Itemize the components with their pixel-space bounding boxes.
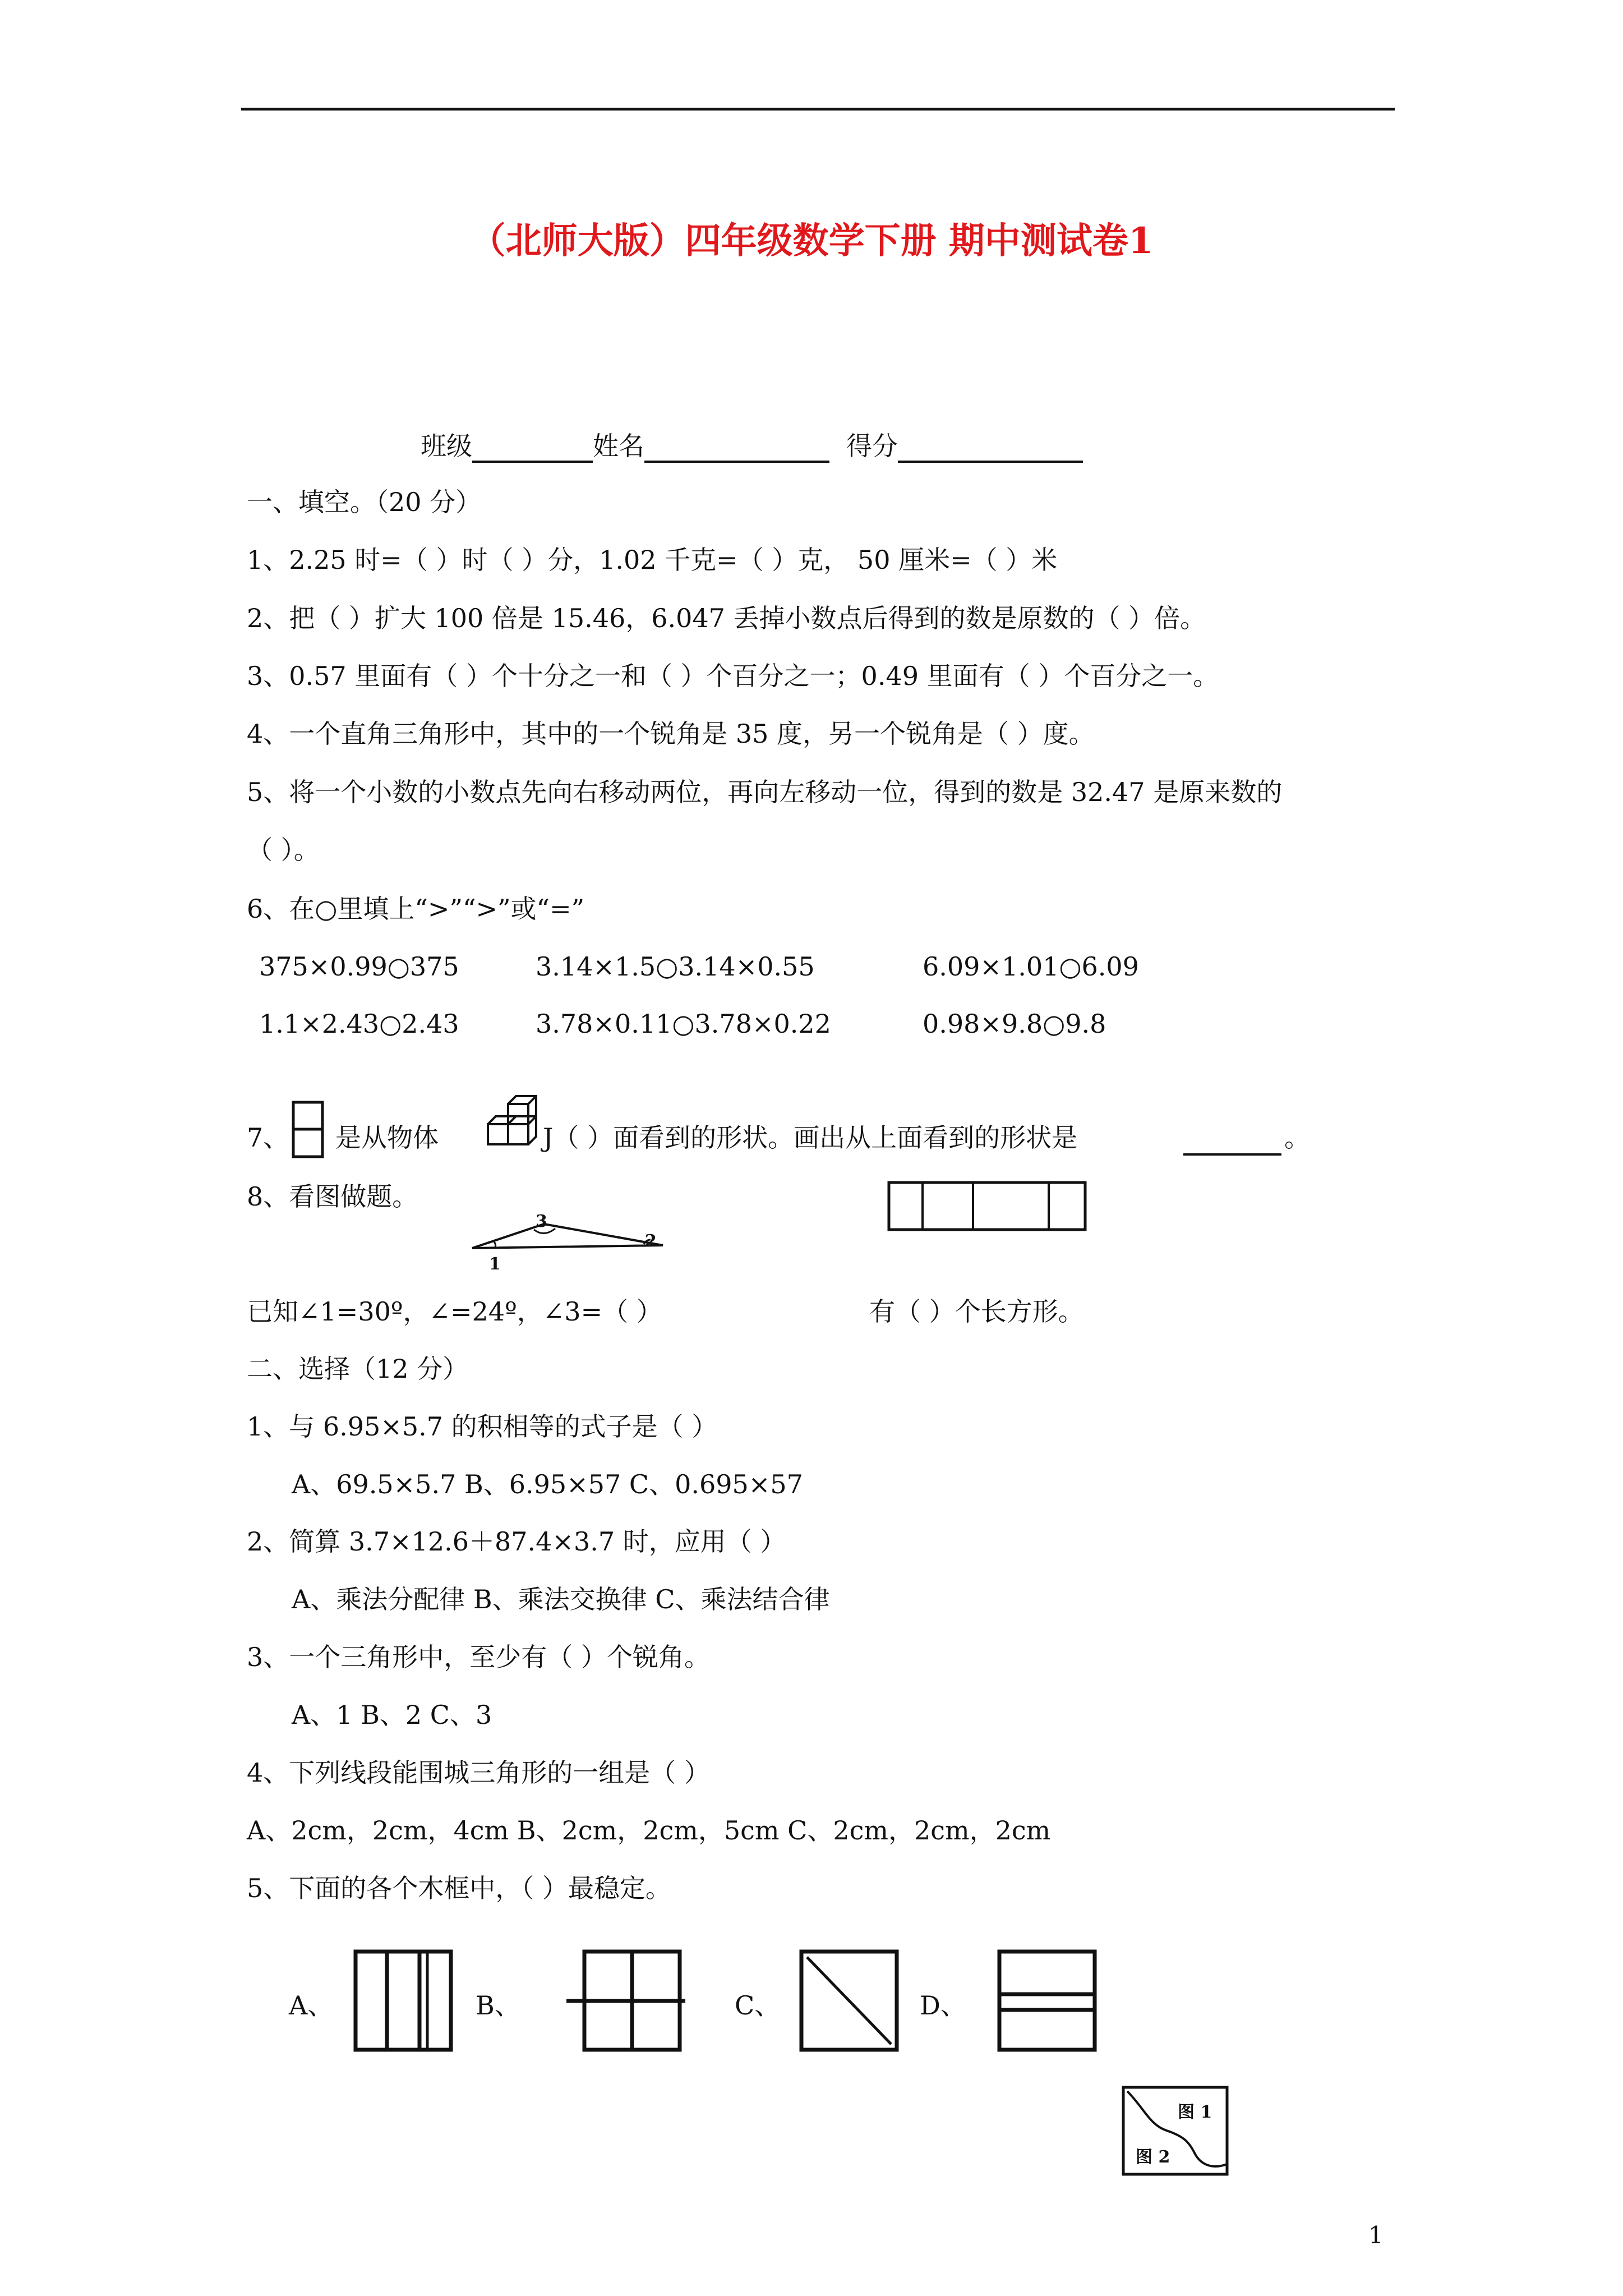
question-1-7-prefix: 7、	[247, 1122, 289, 1153]
angle-1-label: 1	[489, 1254, 501, 1274]
compare-item: 3.14×1.5○3.14×0.55	[536, 951, 815, 982]
frame-d-figure	[997, 1949, 1098, 2053]
question-1-8-angle: 已知∠1=30º，∠=24º，∠3=（ ）	[247, 1296, 662, 1327]
question-1-5-line1: 5、将一个小数的小数点先向右移动两位，再向左移动一位，得到的数是 32.47 是原来数的	[247, 777, 1283, 807]
frame-d-label: D、	[920, 1990, 966, 2021]
page-title: （北师大版）四年级数学下册 期中测试卷1	[469, 220, 1154, 262]
top-view-blank[interactable]	[1183, 1125, 1281, 1156]
compare-item: 0.98×9.8○9.8	[923, 1009, 1106, 1039]
figure-2-label: 图 2	[1136, 2147, 1170, 2167]
question-1-6: 6、在○里填上“>”“>”或“=”	[247, 894, 585, 924]
name-label: 姓名	[593, 431, 644, 461]
question-2-4: 4、下列线段能围城三角形的一组是（ ）	[247, 1757, 710, 1788]
question-1-7-end: 。	[1284, 1122, 1310, 1153]
section2-heading: 二、选择（12 分）	[247, 1354, 469, 1384]
question-1-3: 3、0.57 里面有（ ）个十分之一和（ ）个百分之一；0.49 里面有（ ）个百分之一。	[247, 661, 1219, 691]
angle-3-label: 3	[536, 1212, 547, 1231]
question-2-4-options: A、2cm，2cm，4cm B、2cm，2cm，5cm C、2cm，2cm，2cm	[247, 1815, 1051, 1846]
rectangle-strip-figure	[887, 1181, 1089, 1232]
frame-a-label: A、	[289, 1990, 334, 2021]
question-1-7-text-a: 是从物体	[335, 1122, 439, 1153]
question-2-3: 3、一个三角形中，至少有（ ）个锐角。	[247, 1642, 710, 1672]
question-2-1: 1、与 6.95×5.7 的积相等的式子是（ ）	[247, 1411, 718, 1442]
question-1-7-text-b: J（ ）面看到的形状。画出从上面看到的形状是	[543, 1122, 1078, 1153]
class-blank[interactable]	[472, 432, 593, 463]
compare-item: 1.1×2.43○2.43	[259, 1009, 459, 1039]
compare-item: 3.78×0.11○3.78×0.22	[536, 1009, 831, 1039]
frame-b-label: B、	[476, 1990, 520, 2021]
page-number: 1	[1368, 2221, 1384, 2249]
cube-stack-icon	[483, 1098, 545, 1154]
compare-item: 6.09×1.01○6.09	[923, 951, 1139, 982]
question-1-2: 2、把（ ）扩大 100 倍是 15.46，6.047 丢掉小数点后得到的数是原数的（ ）倍。	[247, 603, 1206, 633]
question-2-3-options: A、1 B、2 C、3	[292, 1700, 492, 1730]
student-info-row	[421, 429, 1083, 463]
question-1-4: 4、一个直角三角形中，其中的一个锐角是 35 度，另一个锐角是（ ）度。	[247, 719, 1095, 749]
score-label: 得分	[846, 431, 898, 461]
frame-a-figure	[353, 1949, 454, 2053]
score-blank[interactable]	[898, 432, 1083, 463]
question-2-2: 2、简算 3.7×12.6＋87.4×3.7 时，应用（ ）	[247, 1526, 786, 1557]
question-2-1-options: A、69.5×5.7 B、6.95×57 C、0.695×57	[292, 1469, 803, 1499]
compare-item: 375×0.99○375	[259, 951, 459, 982]
question-1-8-rect: 有（ ）个长方形。	[869, 1296, 1084, 1327]
question-2-5: 5、下面的各个木框中，（ ）最稳定。	[247, 1873, 671, 1903]
section1-heading: 一、填空。（20 分）	[247, 487, 482, 517]
question-2-2-options: A、乘法分配律 B、乘法交换律 C、乘法结合律	[292, 1584, 830, 1614]
name-blank[interactable]	[644, 432, 829, 463]
class-label: 班级	[421, 431, 472, 461]
angle-2-label: 2	[645, 1231, 657, 1251]
frame-c-figure	[799, 1949, 900, 2053]
question-1-1: 1、2.25 时=（ ）时（ ）分，1.02 千克=（ ）克， 50 厘米=（ ）米	[247, 545, 1058, 575]
question-1-5-line2: （ ）。	[247, 835, 320, 865]
frame-b-figure	[566, 1949, 687, 2053]
figure-1-label: 图 1	[1178, 2102, 1212, 2122]
header-rule	[241, 108, 1395, 111]
question-1-8: 8、看图做题。	[247, 1181, 418, 1212]
front-view-shape-icon	[292, 1101, 325, 1159]
frame-c-label: C、	[735, 1990, 781, 2021]
